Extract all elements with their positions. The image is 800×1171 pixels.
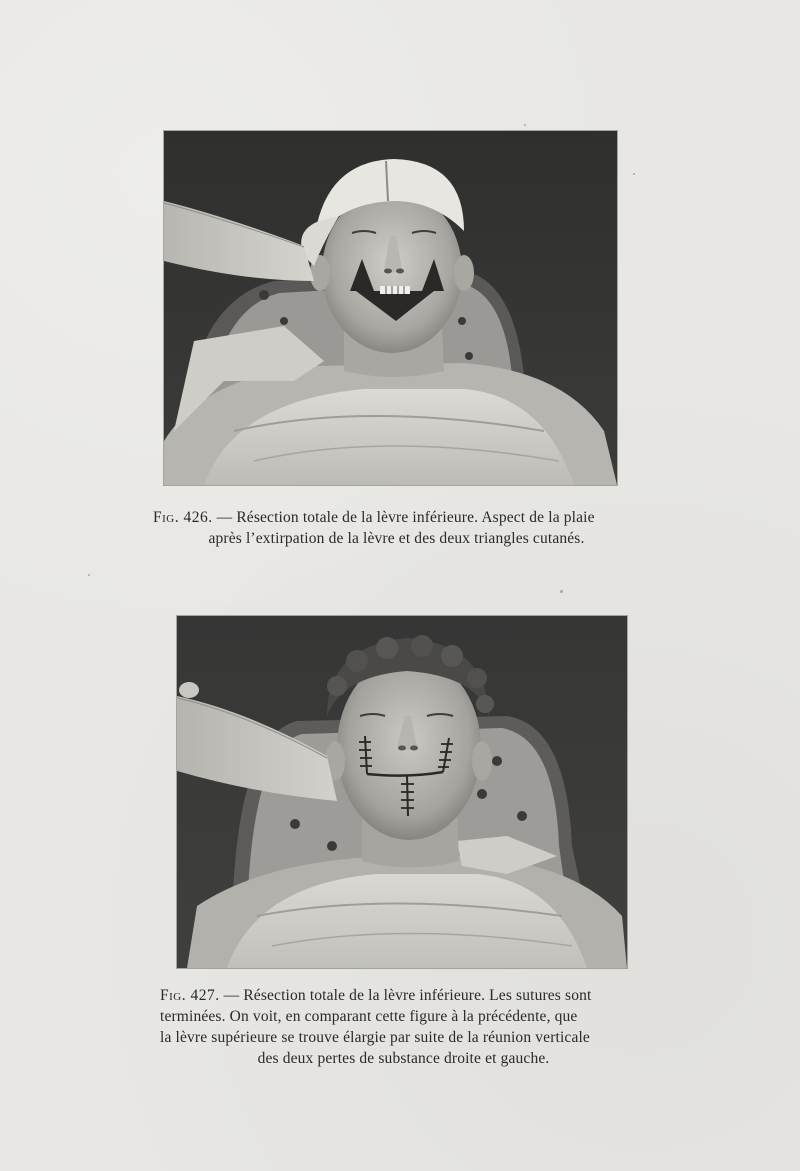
- paper-speck: [633, 173, 635, 175]
- figure-426-caption-line-2: après l’extirpation de la lèvre et des deux triangles cutanés.: [208, 530, 585, 547]
- surgical-photo-triangles-icon: [164, 131, 617, 485]
- figure-427-caption-line-1: — Résection totale de la lèvre inférieure. Les sutures sont: [223, 987, 592, 1004]
- figure-426-photo: [164, 131, 617, 485]
- figure-427-caption-line-2: terminées. On voit, en comparant cette figure à la précédente, que: [160, 1008, 578, 1025]
- figure-426-caption-line-1: — Résection totale de la lèvre inférieure. Aspect de la plaie: [216, 509, 595, 526]
- surgical-photo-sutures-icon: [177, 616, 627, 968]
- figure-427-label: Fig. 427.: [160, 987, 220, 1004]
- figure-426-caption: [153, 507, 640, 549]
- paper-speck: [560, 590, 563, 593]
- figure-427-caption-line-4: des deux pertes de substance droite et gauche.: [257, 1050, 550, 1067]
- paper-speck: [524, 124, 526, 126]
- figure-427-photo: [177, 616, 627, 968]
- paper-speck: [88, 574, 90, 576]
- figure-426-label: Fig. 426.: [153, 509, 213, 526]
- figure-427-caption-line-3: la lèvre supérieure se trouve élargie par suite de la réunion verticale: [160, 1029, 590, 1046]
- figure-427-caption: [160, 985, 647, 1069]
